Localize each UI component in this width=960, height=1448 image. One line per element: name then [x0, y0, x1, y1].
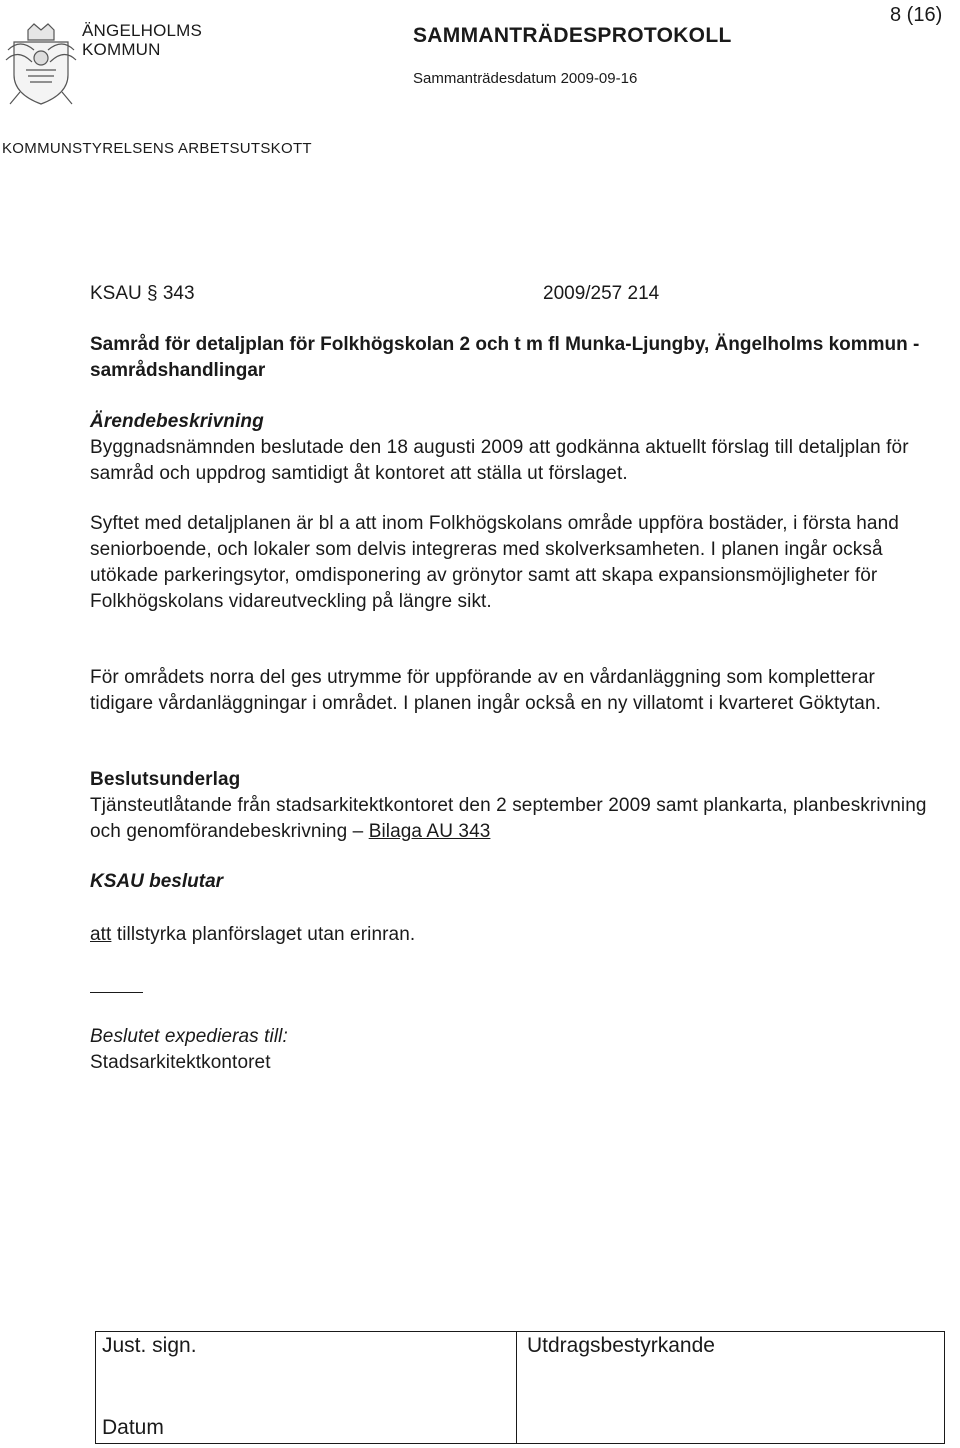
- description-paragraph-2: Syftet med detaljplanen är bl a att inom Folkhögskolans område uppföra bostäder, i första hand seniorboende, och lokaler som delvis integreras med skolverksamheten. I planen ingår också utökade parkeringsytor, omdisponering av grönytor samt att skapa expansionsmöjligheter för Folkhögskolans vidareutveckling på längre sikt.: [90, 513, 899, 612]
- signature-box: [95, 1331, 945, 1444]
- org-line-2: KOMMUN: [82, 40, 161, 59]
- basis-text: [90, 793, 940, 845]
- certified-label: Utdragsbestyrkande: [527, 1334, 715, 1357]
- meeting-date: Sammanträdesdatum 2009-09-16: [413, 70, 638, 87]
- decision-text: [90, 922, 940, 948]
- basis-body: Tjänsteutlåtande från stadsarkitektkontoret den 2 september 2009 samt plankarta, planbeskrivning och genomförandebeskrivning –: [90, 795, 927, 842]
- just-sign-label: Just. sign.: [102, 1334, 197, 1357]
- municipal-coat-of-arms-icon: [4, 20, 78, 106]
- decision-att: att: [90, 924, 112, 945]
- dispatch-heading: Beslutet expedieras till:: [90, 1026, 288, 1047]
- dispatch-recipient: Stadsarkitektkontoret: [90, 1052, 271, 1073]
- description-paragraph-3: För områdets norra del ges utrymme för uppförande av en vårdanläggning som kompletterar tidigare vårdanläggningar i området. I planen ingår också en ny villatomt i kvarteret Göktytan.: [90, 667, 882, 714]
- case-dnr: 2009/257 214: [543, 283, 660, 304]
- dispatch-section: [90, 1024, 940, 1076]
- datum-label: Datum: [102, 1416, 164, 1439]
- committee-name: KOMMUNSTYRELSENS ARBETSUTSKOTT: [2, 140, 312, 157]
- org-line-1: ÄNGELHOLMS: [82, 21, 203, 40]
- basis-heading: Beslutsunderlag: [90, 769, 241, 790]
- description-section: [90, 409, 940, 487]
- description-heading: Ärendebeskrivning: [90, 411, 264, 432]
- decision-body: tillstyrka planförslaget utan erinran.: [111, 924, 416, 945]
- signature-divider: [516, 1332, 517, 1443]
- case-subject: Samråd för detaljplan för Folkhögskolan 2 och t m fl Munka-Ljungby, Ängelholms kommun - samrådshandlingar: [90, 334, 920, 381]
- decision-heading: KSAU beslutar: [90, 871, 224, 892]
- attachment-link[interactable]: Bilaga AU 343: [368, 821, 491, 842]
- organization-name: [82, 21, 202, 59]
- page-number: 8 (16): [890, 4, 943, 26]
- separator-rule: [90, 992, 143, 993]
- document-title: SAMMANTRÄDESPROTOKOLL: [413, 24, 732, 47]
- case-number: KSAU § 343: [90, 283, 195, 304]
- description-paragraph-1: Byggnadsnämnden beslutade den 18 augusti 2009 att godkänna aktuellt förslag till detaljplan för samråd och uppdrog samtidigt åt kontoret att ställa ut förslaget.: [90, 437, 909, 484]
- basis-section: [90, 767, 940, 845]
